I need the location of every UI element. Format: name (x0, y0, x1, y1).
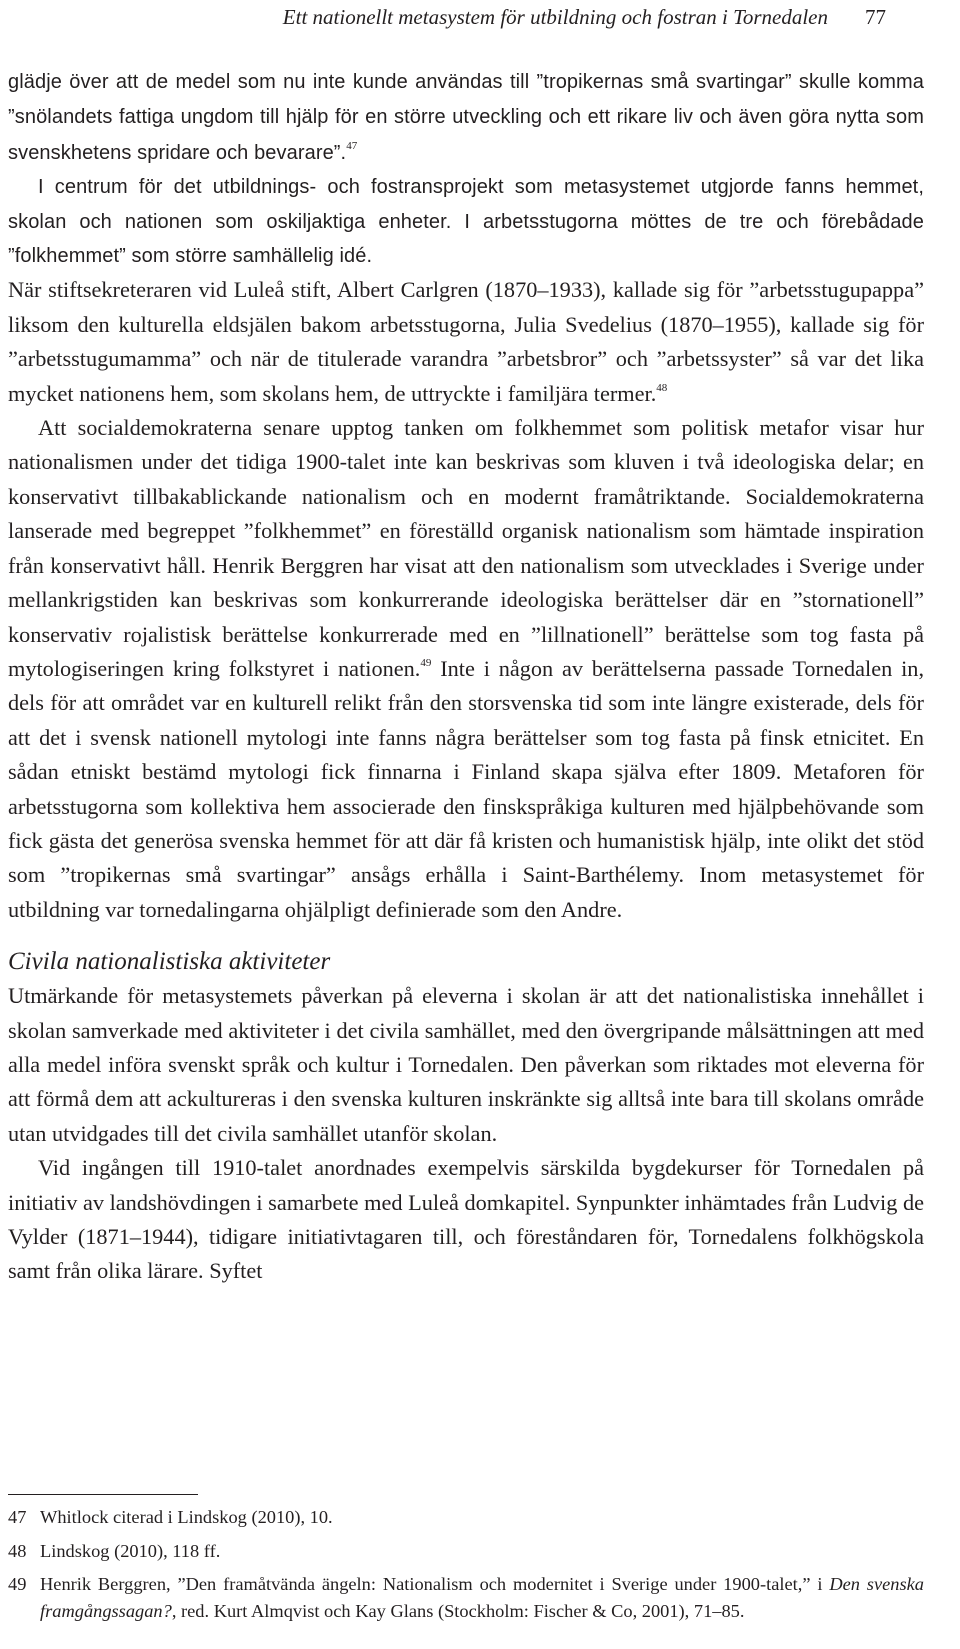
paragraph-2-text-a: Att socialdemokraterna senare upptog tanken om folkhemmet som politisk metafor visar hur nationalismen under det tidiga 1900-talet inte kan beskrivas som kluven i två ideologiska delar; en konservativt tillbakablickande nationalism och en modernt framåtriktande. Socialdemokraterna lanserade med begreppet ”folkhemmet” en föreställd organisk nationalism som hämtade inspiration från konservativt håll. Henrik Berggren har visat att den nationalism som utvecklades i Sverige under mellankrigstiden kan beskrivas som konkurrerande ideologiska berättelser där en ”stornationell” konservativ rojalistisk berättelse konkurrerade med en ”lillnationell” berättelse som tog fasta på mytologiseringen kring folkstyret i nationen. (8, 415, 924, 681)
paragraph-1-quote-text: glädje över att de medel som nu inte kunde användas till ”tropikernas små svartingar” skulle komma ”snölandets fattiga ungdom till hjälp för en större utveckling och ett rikare liv och även göra nytta som svenskhetens spridare och bevarare”. (8, 71, 924, 164)
footnote-text-b: , red. Kurt Almqvist och Kay Glans (Stockholm: Fischer & Co, 2001), 71–85. (171, 1600, 745, 1621)
paragraph-4: Vid ingången till 1910-talet anordnades exempelvis särskilda bygdekurser för Tornedalen på initiativ av landshövdingen i samarbete med Luleå domkapitel. Synpunkter inhämtades från Ludvig de Vylder (1871–1944), tidigare initiativtagaren till, och föreståndaren för, Tornedalens folkhögskola samt från olika lärare. Syftet (8, 1155, 924, 1284)
page-number: 77 (865, 5, 886, 29)
running-head-title: Ett nationellt metasystem för utbildning och fostran i Tornedalen (282, 5, 828, 29)
footnote-ref-48[interactable]: 48 (656, 381, 668, 394)
footnote-49 (8, 1571, 924, 1624)
footnote-number: 49 (8, 1574, 27, 1594)
body-text (8, 64, 924, 1289)
footnote-47 (8, 1504, 924, 1531)
footnote-number: 48 (8, 1540, 27, 1561)
footnotes (8, 1504, 924, 1631)
footnote-book-title: Den svenska framgångssagan? (40, 1574, 924, 1621)
footnote-divider (8, 1494, 198, 1495)
paragraph-1-centre-text: I centrum för det utbildnings- och fostransprojekt som metasystemet utgjorde fanns hemmet, skolan och nationen som oskiljaktiga enheter. I arbetsstugorna möttes de tre och förebådade ”folkhemmet” som större samhällelig idé. (8, 176, 924, 268)
footnote-48 (8, 1538, 924, 1565)
footnote-text: Whitlock citerad i Lindskog (2010), 10. (40, 1507, 333, 1527)
paragraph-1-serif-text: När stiftsekreteraren vid Luleå stift, Albert Carlgren (1870–1933), kallade sig för ”arbetsstugupappa” liksom den kulturella eldsjälen bakom arbetsstugorna, Julia Svedelius (1870–1955), kallade sig för ”arbetsstugumamma” och när de titulerade varandra ”arbetsbror” och ”arbetssyster” så var det lika mycket nationens hem, som skolans hem, de uttryckte i familjära termer. (8, 277, 924, 406)
footnote-text: Lindskog (2010), 118 ff. (40, 1540, 221, 1561)
footnote-ref-47[interactable]: 47 (346, 139, 358, 152)
paragraph-2 (8, 411, 924, 927)
paragraph-3: Utmärkande för metasystemets påverkan på eleverna i skolan är att det nationalistiska innehållet i skolan samverkade med aktiviteter i det civila samhället, med den övergripande målsättningen att med alla medel införa svenskt språk och kultur i Tornedalen. Den påverkan som riktades mot eleverna för att förmå dem att ackultureras i den svenska kulturen inskränkte sig alltså inte bara till skolans område utan utvidgades till det civila samhället utanför skolan. (8, 983, 924, 1146)
paragraph-1 (8, 64, 924, 411)
footnote-number: 47 (8, 1507, 27, 1527)
footnote-text-a: Henrik Berggren, ”Den framåtvända ängeln: Nationalism och modernitet i Sverige under 1900-talet,” i (40, 1574, 830, 1594)
paragraph-2-text-b: Inte i någon av berättelserna passade Tornedalen in, dels för att området var en kulturell relikt från den storsvenska tid som inte längre existerade, dels för att det i svensk nationell mytologi inte fanns några berättelser som tog fasta på finsk etnicitet. En sådan etniskt bestämd mytologi fick finnarna i Finland skapa själva efter 1809. Metaforen för arbetsstugorna som kollektiva hem associerade den finskspråkiga kulturen med hjälpbehövande som fick gästa det generösa svenska hemmet för att där få kristen och humanistisk hjälp, inte olikt det stöd som ”tropikernas små svartingar” ansågs erhålla i Saint-Barthélemy. Inom metasystemet för utbildning var tornedalingarna ohjälpligt definierade som den Andre. (8, 655, 925, 922)
footnote-ref-49[interactable]: 49 (420, 656, 432, 669)
section-heading: Civila nationalistiska aktiviteter (8, 948, 331, 976)
running-head (8, 0, 924, 64)
